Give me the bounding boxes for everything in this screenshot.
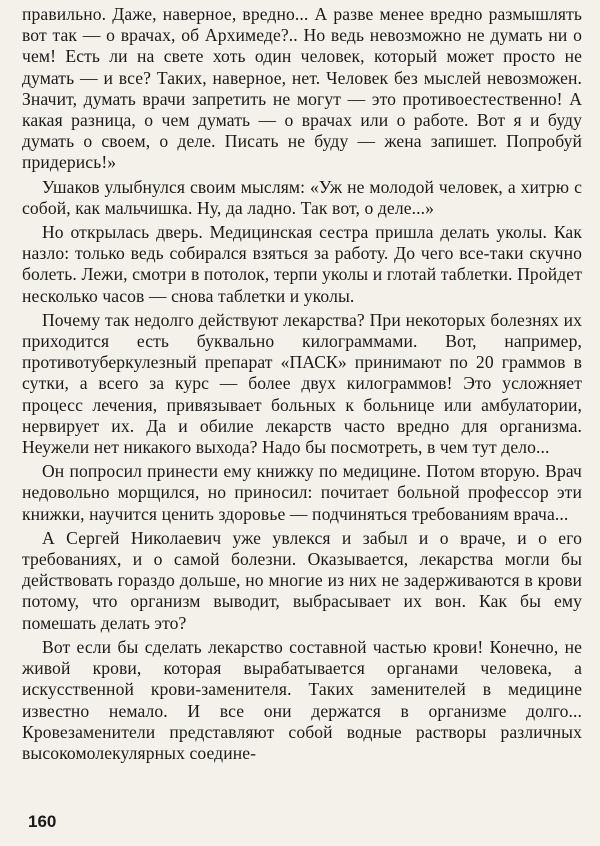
page-number: 160 — [28, 812, 57, 831]
body-text — [22, 4, 582, 767]
paragraph: А Сергей Николаевич уже увлекся и забыл и о враче, и о его требованиях, и о самой болезни. Оказывается, лекарства могли бы действовать гораздо дольше, но многие из них не задерживаются в крови потому, что организм выводит, выбрасывает их вон. Как бы ему помешать делать это? — [22, 527, 582, 633]
paragraph: правильно. Даже, наверное, вредно... А разве менее вредно размышлять вот так — о врачах, об Архимеде?.. Но ведь невозможно не думать ни о чем! Есть ли на свете хоть один человек, который может просто не думать — и все? Таких, наверное, нет. Человек без мыслей невозможен. Значит, думать врачи запретить не могут — это противоестественно! А какая разница, о чем думать — о врачах или о работе. Вот я и буду думать о своем, о деле. Писать не буду — жена запишет. Попробуй придерись!» — [22, 4, 582, 173]
paragraph: Но открылась дверь. Медицинская сестра пришла делать уколы. Как назло: только ведь собирался взяться за работу. До чего все-таки скучно болеть. Лежи, смотри в потолок, терпи уколы и глотай таблетки. Пройдет несколько часов — снова таблетки и уколы. — [22, 222, 582, 306]
paragraph: Ушаков улыбнулся своим мыслям: «Уж не молодой человек, а хитрю с собой, как мальчишка. Ну, да ладно. Так вот, о деле...» — [22, 176, 582, 218]
paragraph: Почему так недолго действуют лекарства? При некоторых болезнях их приходится есть буквально килограммами. Вот, например, противотуберкулезный препарат «ПАСК» принимают по 20 граммов в сутки, а всего за курс — более двух килограммов! Это усложняет процесс лечения, привязывает больных к больнице или амбулатории, нервирует их. Да и обилие лекарств часто вредно для организма. Неужели нет никакого выхода? Надо бы посмотреть, в чем тут дело... — [22, 309, 582, 458]
paragraph: Вот если бы сделать лекарство составной частью крови! Конечно, не живой крови, которая вырабатывается органами человека, а искусственной крови-заменителя. Таких заменителей в медицине известно немало. И все они держатся в организме долго... Кровезаменители представляют собой водные растворы различных высокомолекулярных соедине- — [22, 636, 582, 763]
paragraph: Он попросил принести ему книжку по медицине. Потом вторую. Врач недовольно морщился, но приносил: почитает больной профессор эти книжки, научится ценить здоровье — подчиняться требованиям врача... — [22, 461, 582, 524]
